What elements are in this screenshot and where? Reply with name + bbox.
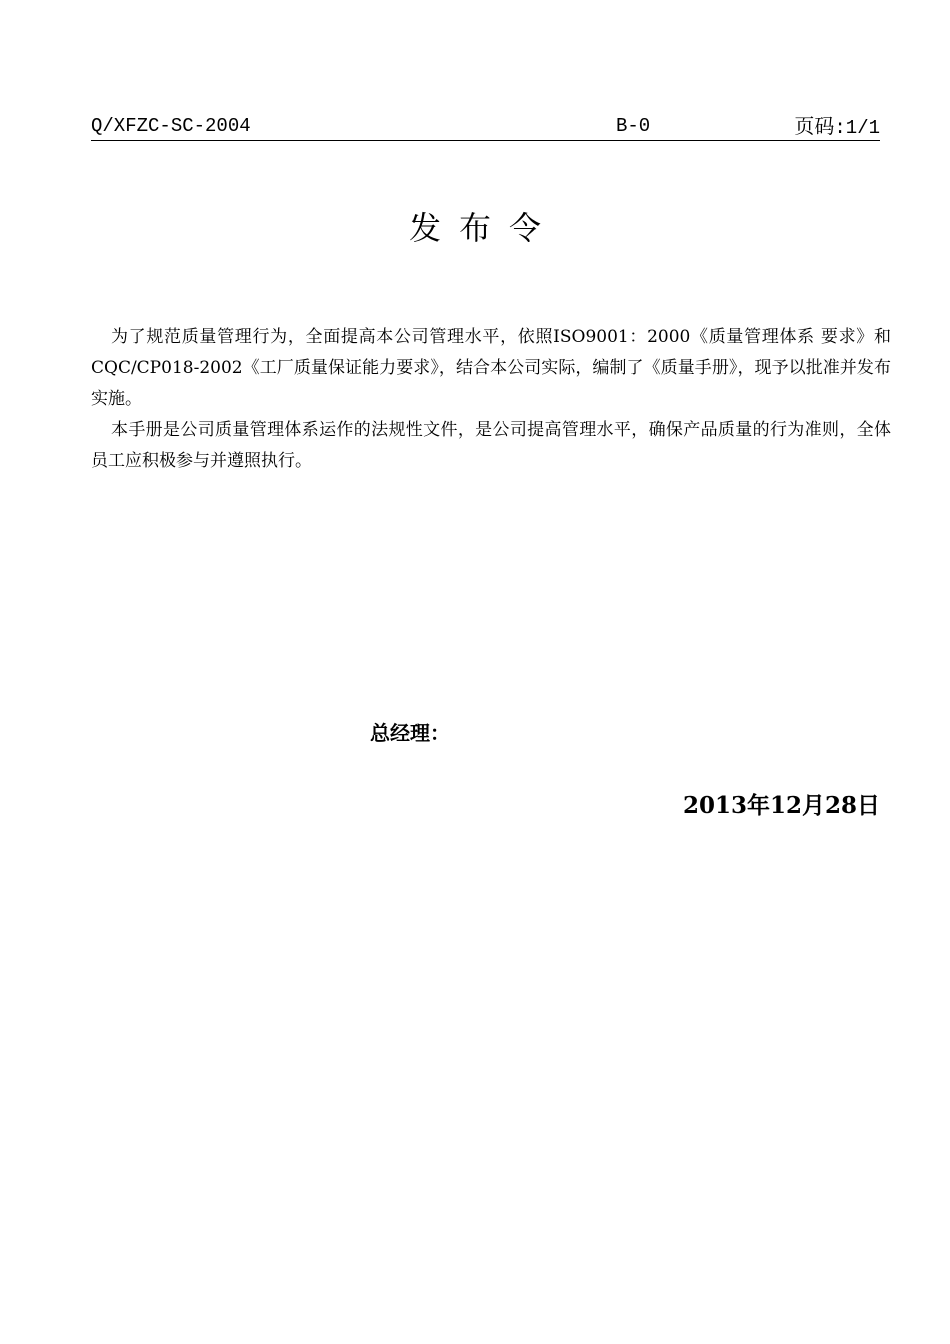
signature-label: 总经理： xyxy=(370,721,450,745)
paragraph-2: 本手册是公司质量管理体系运作的法规性文件，是公司提高管理水平，确保产品质量的行为准则，全体员工应积极参与并遵照执行。 xyxy=(91,420,891,471)
page-title: 发布令 xyxy=(408,209,559,247)
issue-date: 2013年12月28日 xyxy=(682,792,880,819)
page-number xyxy=(794,114,880,140)
page-value: :1/1 xyxy=(834,117,880,139)
document-body xyxy=(91,322,891,477)
revision-code: B-0 xyxy=(616,115,651,137)
document-header xyxy=(91,114,880,141)
page-label: 页码 xyxy=(794,114,835,138)
document-code: Q/XFZC-SC-2004 xyxy=(91,115,251,137)
paragraph-1: 为了规范质量管理行为，全面提高本公司管理水平，依照ISO9001：2000《质量管理体系 要求》和CQC/CP018-2002《工厂质量保证能力要求》，结合本公司实际，编制了《质量手册》，现予以批准并发布实施。 xyxy=(91,327,891,409)
